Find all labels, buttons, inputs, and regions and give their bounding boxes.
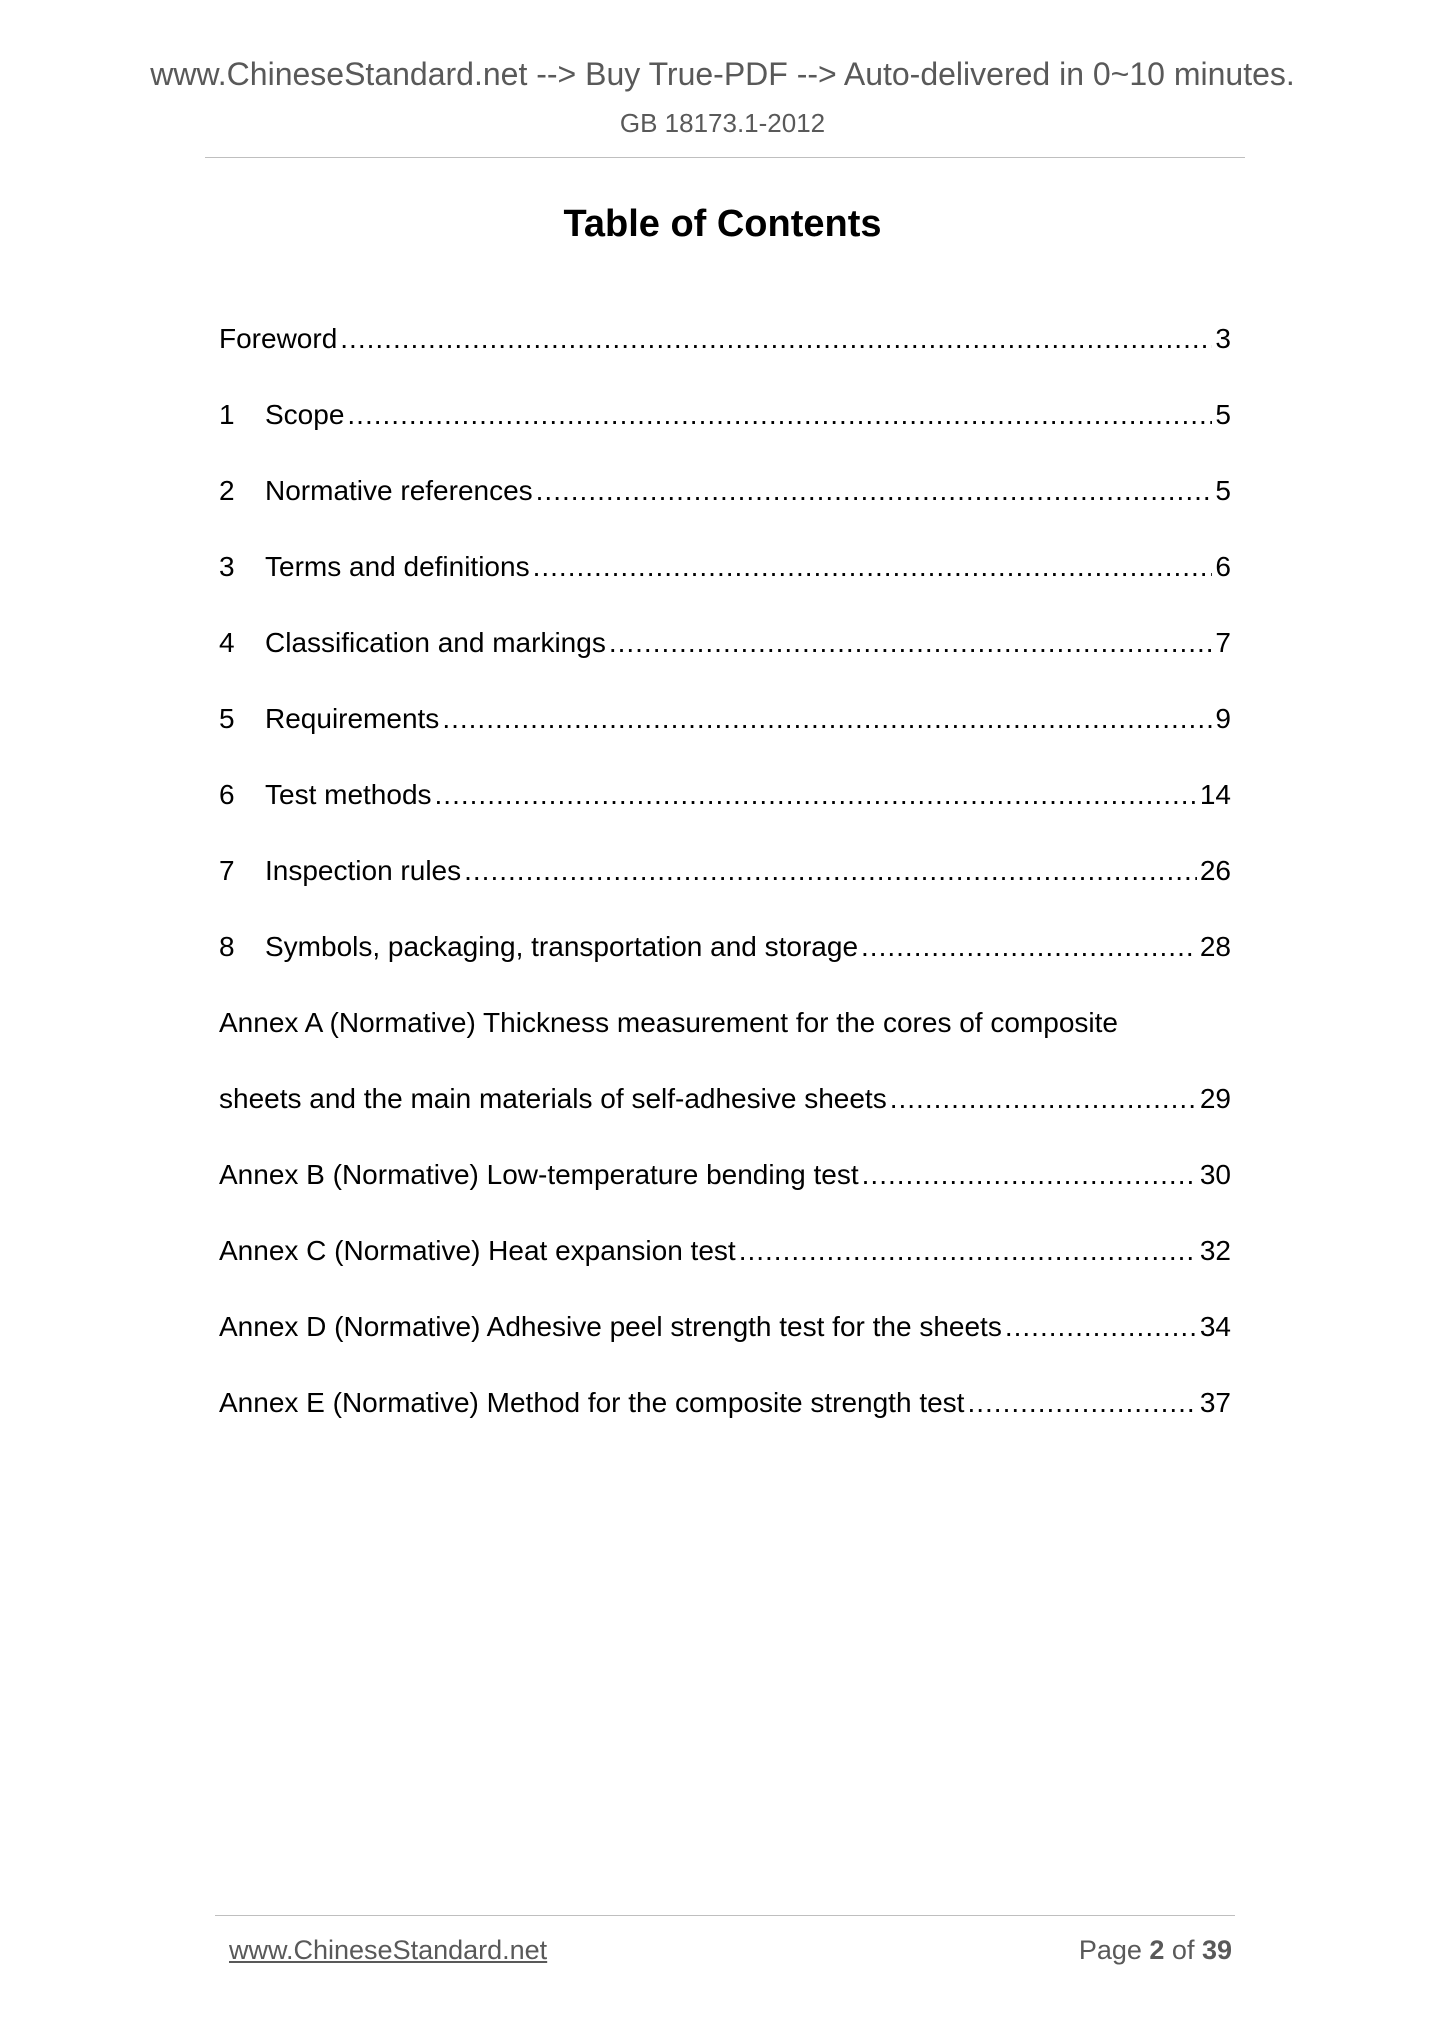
toc-entry-label: Inspection rules xyxy=(265,855,462,886)
footer-divider xyxy=(215,1915,1235,1916)
toc-entry-annex-e[interactable] xyxy=(219,1380,1231,1456)
toc-entry-label: Annex B (Normative) Low-temperature bending test xyxy=(219,1159,859,1190)
toc-entry-number: 7 xyxy=(219,855,235,886)
toc-entry-annex-d[interactable] xyxy=(219,1304,1231,1380)
toc-entry-terms-and-definitions[interactable] xyxy=(219,544,1231,620)
toc-leader xyxy=(862,1152,1197,1198)
toc-entry-number: 8 xyxy=(219,931,235,962)
toc-leader xyxy=(435,772,1197,818)
toc-entry-label: Test methods xyxy=(265,779,432,810)
footer-website-link[interactable]: www.ChineseStandard.net xyxy=(229,1935,548,1965)
toc-entry-test-methods[interactable] xyxy=(219,772,1231,848)
toc-entry-label: Terms and definitions xyxy=(265,551,530,582)
toc-entry-label: sheets and the main materials of self-adhesive sheets xyxy=(219,1083,887,1114)
toc-leader xyxy=(739,1228,1197,1274)
toc-entry-annex-b[interactable] xyxy=(219,1152,1231,1228)
toc-entry-label: Foreword xyxy=(219,323,338,354)
page-of: of xyxy=(1164,1935,1202,1965)
toc-leader xyxy=(464,848,1197,894)
toc-leader xyxy=(609,620,1213,666)
toc-entry-page: 30 xyxy=(1199,1159,1231,1190)
page-total: 39 xyxy=(1201,1935,1232,1965)
toc-entry-page: 26 xyxy=(1199,855,1231,886)
toc-entry-page: 34 xyxy=(1199,1311,1231,1342)
toc-entry-label: Annex A (Normative) Thickness measurement for the cores of composite xyxy=(219,1007,1118,1038)
toc-entry-label: Classification and markings xyxy=(265,627,606,658)
toc-leader xyxy=(1005,1304,1197,1350)
toc-entry-number: 3 xyxy=(219,551,235,582)
toc-entry-page: 14 xyxy=(1199,779,1231,810)
toc-entry-page: 9 xyxy=(1215,703,1231,734)
toc-entry-label: Scope xyxy=(265,399,345,430)
table-of-contents xyxy=(219,316,1231,1456)
toc-entry-scope[interactable] xyxy=(219,392,1231,468)
toc-entry-classification-and-markings[interactable] xyxy=(219,620,1231,696)
toc-leader xyxy=(347,392,1212,438)
toc-entry-number: 6 xyxy=(219,779,235,810)
toc-entry-normative-references[interactable] xyxy=(219,468,1231,544)
toc-entry-label: Annex E (Normative) Method for the composite strength test xyxy=(219,1387,965,1418)
toc-entry-symbols-packaging[interactable] xyxy=(219,924,1231,1000)
toc-entry-number: 1 xyxy=(219,399,235,430)
header-banner: www.ChineseStandard.net --> Buy True-PDF --> Auto-delivered in 0~10 minutes. xyxy=(150,56,1295,92)
toc-entry-annex-a-line1[interactable] xyxy=(219,1000,1231,1076)
toc-entry-annex-c[interactable] xyxy=(219,1228,1231,1304)
toc-entry-foreword[interactable] xyxy=(219,316,1231,392)
page-indicator xyxy=(1079,1935,1232,1966)
page-current: 2 xyxy=(1149,1935,1165,1965)
toc-title: Table of Contents xyxy=(563,203,882,245)
toc-entry-label: Annex C (Normative) Heat expansion test xyxy=(219,1235,736,1266)
page-prefix: Page xyxy=(1078,1935,1150,1965)
toc-leader xyxy=(442,696,1212,742)
toc-leader xyxy=(890,1076,1197,1122)
toc-entry-requirements[interactable] xyxy=(219,696,1231,772)
toc-entry-label: Normative references xyxy=(265,475,533,506)
toc-entry-inspection-rules[interactable] xyxy=(219,848,1231,924)
document-id: GB 18173.1-2012 xyxy=(619,108,826,138)
toc-entry-page: 28 xyxy=(1199,931,1231,962)
toc-leader xyxy=(967,1380,1196,1426)
toc-entry-number: 2 xyxy=(219,475,235,506)
toc-leader xyxy=(533,544,1213,590)
toc-entry-page: 29 xyxy=(1199,1083,1231,1114)
toc-entry-annex-a-line2[interactable] xyxy=(219,1076,1231,1152)
header-divider xyxy=(205,157,1245,158)
toc-entry-page: 3 xyxy=(1215,323,1231,354)
toc-entry-label: Requirements xyxy=(265,703,440,734)
toc-entry-page: 7 xyxy=(1215,627,1231,658)
toc-entry-page: 37 xyxy=(1199,1387,1231,1418)
toc-entry-page: 32 xyxy=(1199,1235,1231,1266)
toc-entry-page: 5 xyxy=(1215,475,1231,506)
toc-entry-number: 5 xyxy=(219,703,235,734)
toc-entry-number: 4 xyxy=(219,627,235,658)
toc-entry-page: 5 xyxy=(1215,399,1231,430)
toc-entry-label: Annex D (Normative) Adhesive peel strength test for the sheets xyxy=(219,1311,1002,1342)
toc-entry-page: 6 xyxy=(1215,551,1231,582)
toc-entry-label: Symbols, packaging, transportation and storage xyxy=(265,931,859,962)
toc-leader xyxy=(536,468,1213,514)
toc-leader xyxy=(340,316,1212,362)
toc-leader xyxy=(861,924,1197,970)
